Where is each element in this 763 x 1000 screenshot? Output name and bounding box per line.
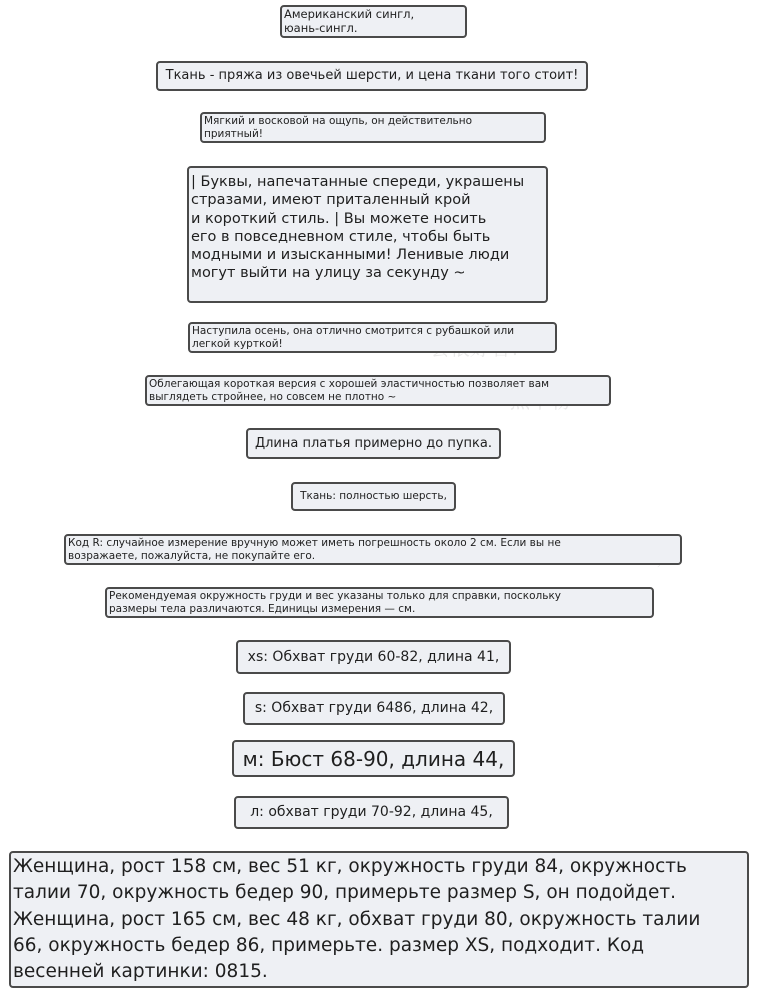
caption-line: л: обхват груди 70-92, длина 45, bbox=[250, 804, 493, 821]
caption-line: Американский сингл, bbox=[284, 7, 415, 21]
caption-box bbox=[188, 322, 557, 353]
caption-line: Рекомендуемая окружность груди и вес указаны только для справки, поскольку bbox=[109, 590, 562, 602]
caption-line: и короткий стиль. | Вы можете носить bbox=[191, 210, 487, 227]
caption-line: Код R: случайное измерение вручную может иметь погрешность около 2 см. Если вы не bbox=[68, 537, 561, 549]
caption-line: весенней картинки: 0815. bbox=[13, 961, 268, 983]
caption-line: возражаете, пожалуйста, не покупайте его. bbox=[68, 549, 316, 562]
caption-line: модными и изысканными! Ленивые люди bbox=[191, 247, 510, 264]
caption-line: талии 70, окружность бедер 90, примерьте размер S, он подойдет. bbox=[13, 882, 676, 904]
caption-line: юань-сингл. bbox=[284, 20, 358, 35]
caption-line: м: Бюст 68-90, длина 44, bbox=[242, 746, 505, 771]
caption-line: Мягкий и восковой на ощупь, он действительно bbox=[204, 115, 473, 127]
caption-line: Ткань - пряжа из овечьей шерсти, и цена ткани того стоит! bbox=[165, 68, 579, 84]
caption-line: s: Обхват груди 6486, длина 42, bbox=[254, 700, 494, 717]
caption-line: Женщина, рост 158 см, вес 51 кг, окружность груди 84, окружность bbox=[13, 856, 687, 877]
caption-line: легкой курткой! bbox=[192, 337, 283, 350]
size-m-box bbox=[232, 740, 515, 777]
caption-line: стразами, имеют приталенный крой bbox=[191, 192, 471, 209]
caption-line: Облегающая короткая версия с хорошей эластичностью позволяет вам bbox=[149, 378, 550, 390]
caption-box bbox=[105, 587, 654, 618]
caption-box bbox=[187, 166, 548, 303]
caption-box bbox=[64, 534, 682, 565]
size-s-box bbox=[243, 692, 505, 725]
caption-line: xs: Обхват груди 60-82, длина 41, bbox=[247, 648, 500, 665]
caption-box bbox=[280, 5, 467, 38]
caption-box bbox=[200, 112, 546, 143]
size-xs-box bbox=[236, 640, 511, 674]
caption-line: Ткань: полностью шерсть, bbox=[300, 490, 447, 503]
caption-line: размеры тела различаются. Единицы измерения — см. bbox=[109, 602, 416, 615]
size-l-box bbox=[234, 796, 509, 829]
caption-line: выглядеть стройнее, но совсем не плотно ~ bbox=[149, 390, 397, 403]
caption-line: Наступила осень, она отлично смотрится с рубашкой или bbox=[192, 325, 515, 337]
caption-line: Женщина, рост 165 см, вес 48 кг, обхват груди 80, окружность талии bbox=[13, 908, 701, 930]
caption-box bbox=[145, 375, 611, 406]
caption-line: его в повседневном стиле, чтобы быть bbox=[191, 228, 491, 245]
caption-line: Длина платья примерно до пупка. bbox=[254, 435, 493, 451]
caption-line: 66, окружность бедер 86, примерьте. размер XS, подходит. Код bbox=[13, 934, 645, 956]
caption-box bbox=[291, 482, 456, 511]
caption-line: | Буквы, напечатанные спереди, украшены bbox=[191, 174, 525, 190]
caption-line: приятный! bbox=[204, 127, 263, 140]
caption-box bbox=[246, 428, 501, 459]
caption-box bbox=[156, 61, 588, 91]
model-info-box bbox=[9, 851, 749, 988]
caption-line: могут выйти на улицу за секунду ~ bbox=[191, 265, 466, 282]
